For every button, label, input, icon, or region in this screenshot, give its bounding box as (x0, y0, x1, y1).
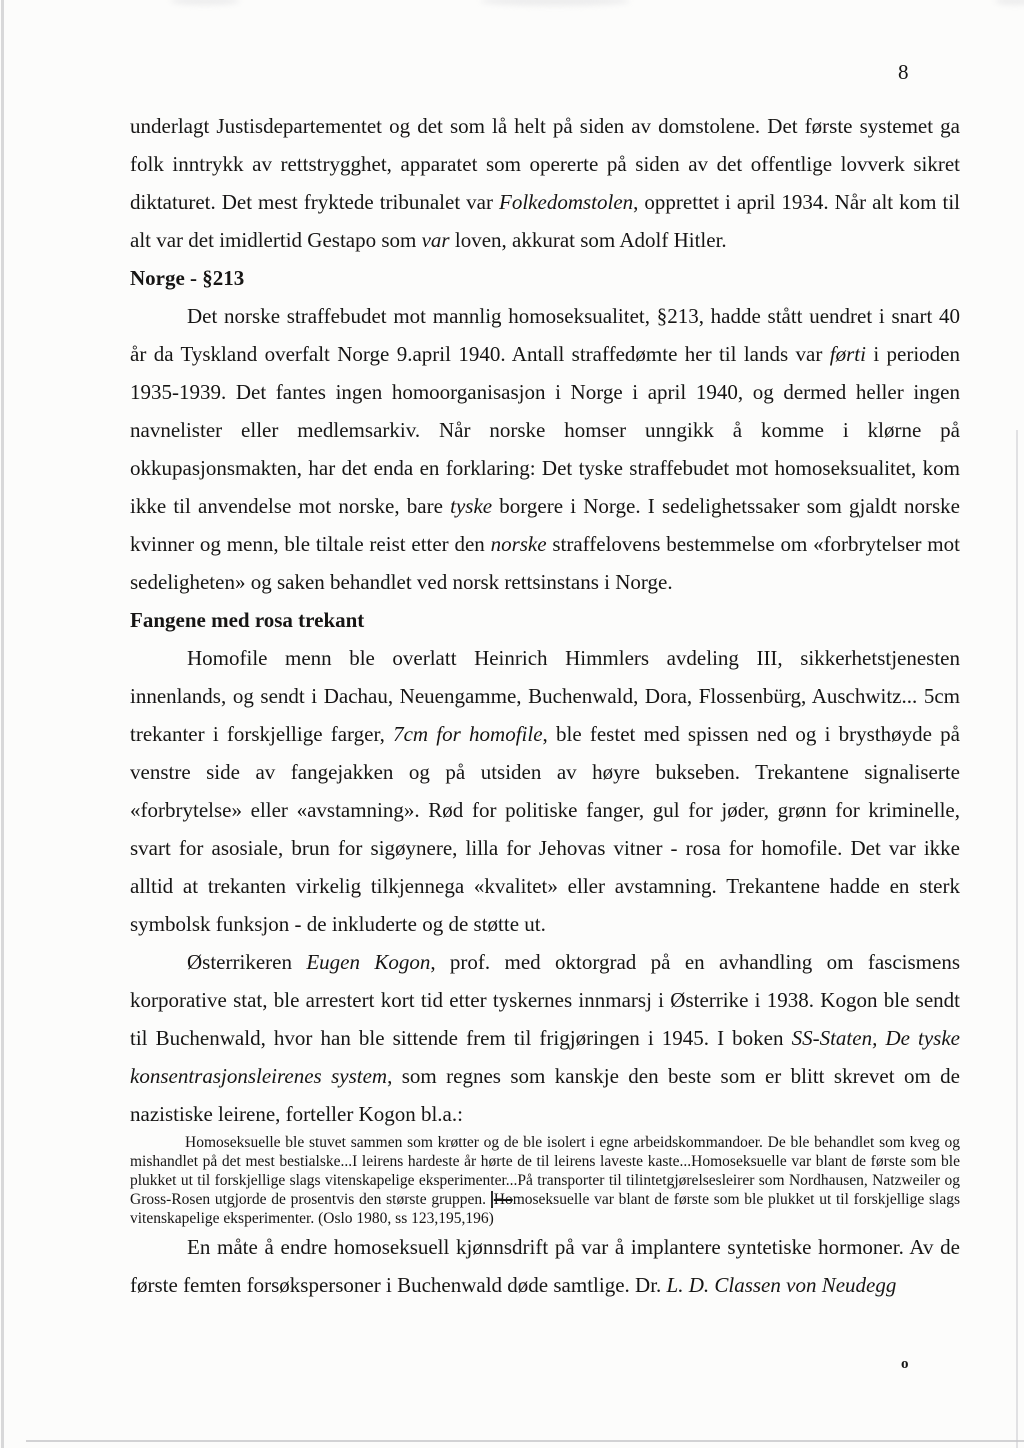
text-segment: Homoseksuelle ble stuvet sammen som krøtter og de ble isolert i egne arbeidskommandoer. De ble behandlet som kveg og mishandlet på det mest bestialske...I leirens hardeste år hørte de til leirens laveste kaste...Homoseksuelle var blant de første som ble plukket ut til forskjellige slags vitenskapelige eksperimenter...På transporter til tilintetgjørelsesleirer som Nordhausen, Natzweiler og Gross-Rosen utgjorde de prosentvis den største gruppen. (130, 1134, 960, 1208)
text-segment: Folkedomstolen (499, 190, 634, 214)
section-heading-rosa-trekant: Fangene med rosa trekant (130, 608, 365, 632)
text-segment: loven, akkurat som Adolf Hitler. (449, 228, 727, 252)
text-segment: , prof. med oktorgrad på en avhandling om fascismens korporative stat, ble arrestert kort tid etter tyskernes innmarsj i Østerrike i 1938. Kogon ble sendt til Buchenwald, hvor han ble sittende frem til frigjøringen i 1945. I boken (130, 950, 960, 1050)
document-body (130, 107, 960, 1304)
text-segment: tyske (450, 494, 493, 518)
paragraph-kogon (130, 943, 960, 1133)
text-segment: Homofile menn ble overlatt Heinrich Himmlers avdeling III, sikkerhetstjenesten innenlands, og sendt i Dachau, Neuengamme, Buchenwald, Dora, Flossenbürg, Auschwitz... 5cm trekanter i forskjellige farger, (130, 646, 960, 746)
text-segment: 7cm for homofile (393, 722, 543, 746)
text-segment: var (421, 228, 450, 252)
text-segment: , opprettet i april 1934. Når alt kom til alt var det imidlertid Gestapo som (130, 190, 960, 252)
paragraph-rosa-trekant (130, 639, 960, 943)
text-segment: underlagt Justisdepartementet og det som lå helt på siden av domstolene. Det første systemet ga folk inntrykk av rettstrygghet, apparatet som opererte på siden av det offentlige lovverk sikret diktaturet. Det mest fryktede tribunalet var (130, 114, 960, 214)
text-segment: borgere i Norge. I sedelighetssaker som gjaldt norske kvinner og menn, ble tiltale reist etter den (130, 494, 960, 556)
paragraph-norge-213 (130, 297, 960, 601)
text-segment: straffelovens bestemmelse om «forbrytelser mot sedeligheten» og saken behandlet ved norsk rettsinstans i Norge. (130, 532, 960, 594)
text-segment: , ble festet med spissen ned og i brysthøyde på venstre side av fangejakken og på utsiden av høyre bukseben. Trekantene signaliserte «forbrytelse» eller «avstamning». Rød for politiske fanger, gul for jøder, grønn for kriminelle, svart for asosiale, brun for sigøynere, lilla for Jehovas vitner - rosa for homofile. Det var ikke alltid at trekanten virkelig tilkjennega «kvalitet» eller avstamning. Trekantene hadde en sterk symbolsk funksjon - de inkluderte og de støtte ut. (130, 722, 960, 936)
text-segment: Eugen Kogon (306, 950, 431, 974)
scan-smudge (995, 0, 1024, 5)
paragraph-hormoner (130, 1228, 960, 1304)
scan-smudge (480, 0, 630, 6)
footer-mark: o (901, 1356, 909, 1372)
scan-edge-right (1016, 430, 1018, 1448)
text-segment: Ho (491, 1191, 513, 1208)
text-segment: i perioden 1935-1939. Det fantes ingen homoorganisasjon i Norge i april 1940, og dermed heller ingen navnelister eller medlemsarkiv. Når norske homser unngikk å komme i klørne på okkupasjonsmakten, har det enda en forklaring: Det tyske straffebudet mot homoseksualitet, kom ikke til anvendelse mot norske, bare (130, 342, 960, 518)
section-heading-norge-213: Norge - §213 (130, 266, 245, 290)
scan-smudge (170, 0, 240, 5)
text-segment: førti (829, 342, 866, 366)
page-number: 8 (898, 60, 909, 84)
text-segment: L. D. Classen von Neudegg (666, 1273, 897, 1297)
text-segment: , som regnes som kanskje den beste som er blitt skrevet om de nazistiske leirene, forteller Kogon bl.a.: (130, 1064, 960, 1126)
block-quote (130, 1133, 960, 1228)
scan-edge-bottom (26, 1440, 1024, 1442)
text-segment: SS-Staten, De tyske konsentrasjonsleirenes system (130, 1026, 960, 1088)
paragraph-continuation (130, 107, 960, 259)
text-segment: norske (490, 532, 547, 556)
text-segment: Østerrikeren (187, 950, 307, 974)
scan-edge-left (1, 0, 4, 1448)
text-segment: Det norske straffebudet mot mannlig homoseksualitet, §213, hadde stått uendret i snart 40 år da Tyskland overfalt Norge 9.april 1940. Antall straffedømte her til lands var (130, 304, 960, 366)
text-segment: moseksuelle var blant de første som ble plukket ut til forskjellige slags vitenskapelige eksperimenter. (Oslo 1980, ss 123,195,196) (130, 1191, 960, 1227)
text-segment: En måte å endre homoseksuell kjønnsdrift på var å implantere syntetiske hormoner. Av de første femten forsøkspersoner i Buchenwald døde samtlige. Dr. (130, 1235, 960, 1297)
